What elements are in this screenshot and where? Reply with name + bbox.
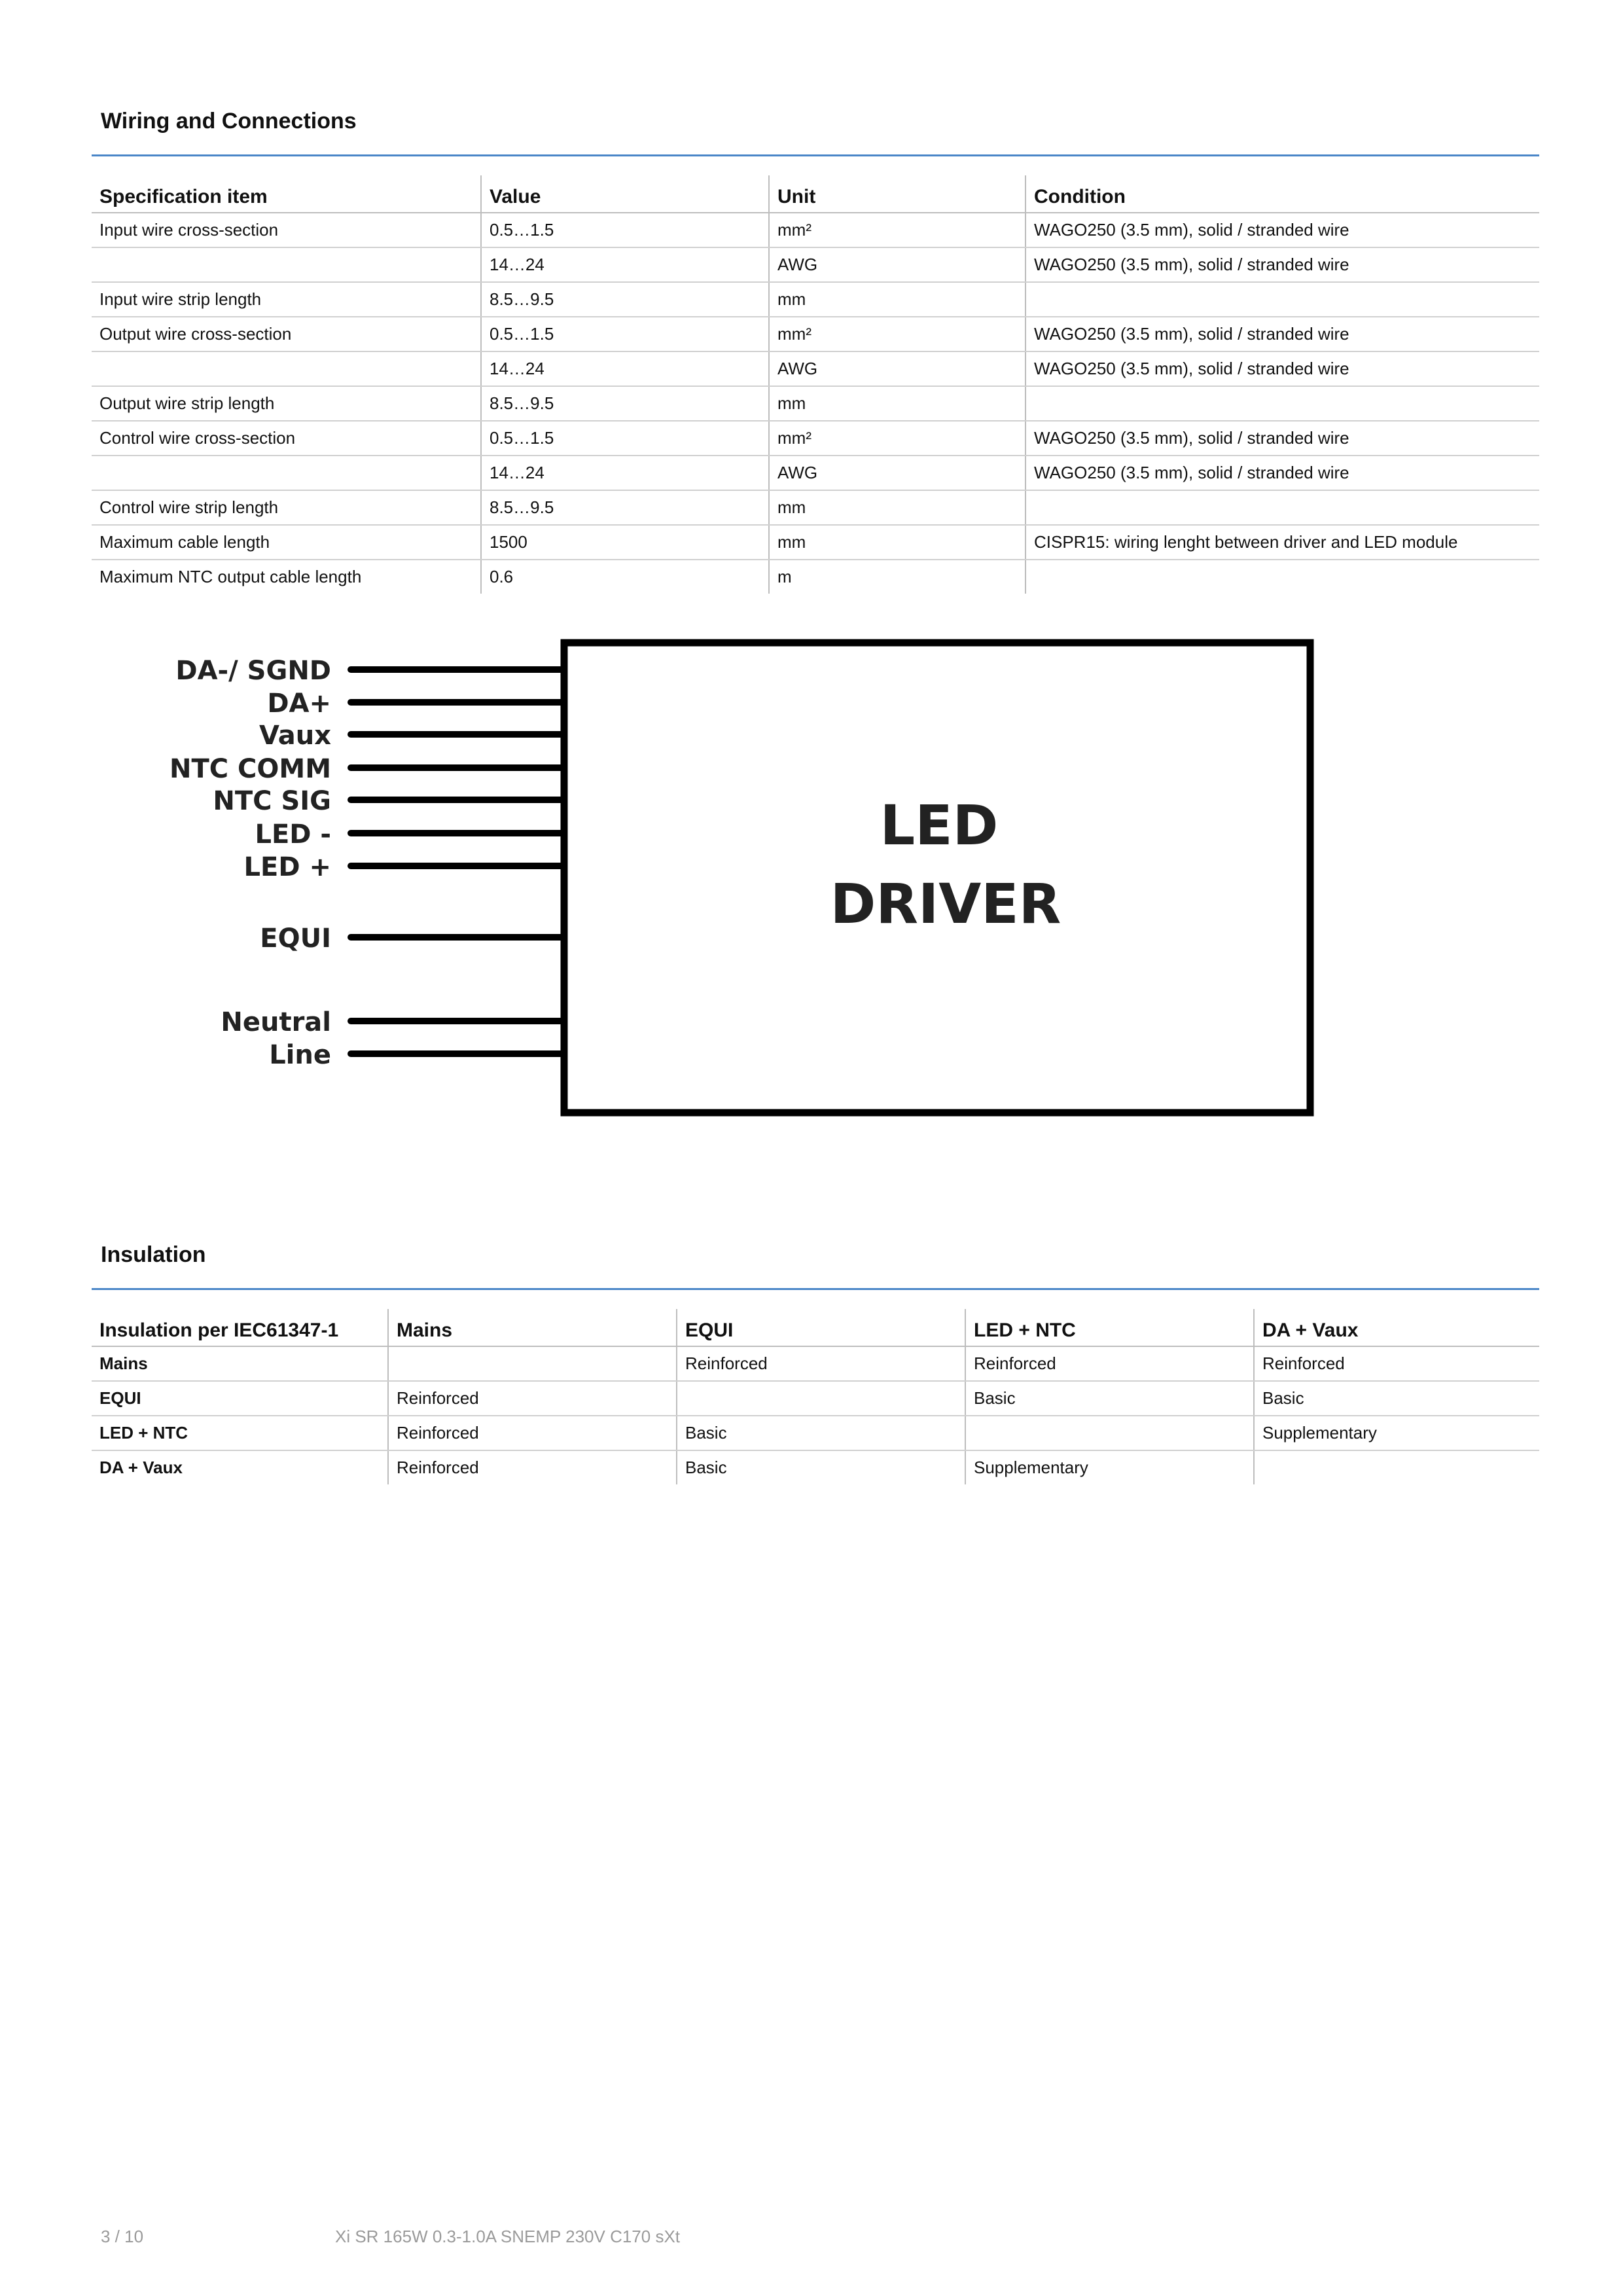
table-cell: CISPR15: wiring lenght between driver and LED module [1026, 525, 1539, 560]
wiring-header-cell: Unit [769, 175, 1026, 213]
table-cell: 8.5…9.5 [481, 490, 769, 525]
table-cell: AWG [769, 247, 1026, 282]
table-cell [388, 1346, 677, 1381]
driver-label-driver: DRIVER [830, 872, 1061, 936]
terminal-label: Line [269, 1040, 331, 1070]
wiring-header-cell: Condition [1026, 175, 1539, 213]
insulation-header-cell: LED + NTC [965, 1309, 1254, 1346]
table-cell: Supplementary [965, 1450, 1254, 1484]
row-label-cell: EQUI [92, 1381, 388, 1416]
row-label-cell: Control wire cross-section [92, 421, 481, 456]
insulation-title-rule [92, 1288, 1539, 1290]
table-cell: 0.5…1.5 [481, 213, 769, 247]
insulation-section-title: Insulation [101, 1242, 206, 1267]
row-label-cell: Control wire strip length [92, 490, 481, 525]
table-cell: mm [769, 386, 1026, 421]
table-cell: mm² [769, 421, 1026, 456]
table-cell: AWG [769, 456, 1026, 490]
row-label-cell: Input wire cross-section [92, 213, 481, 247]
wiring-header-cell: Value [481, 175, 769, 213]
table-cell: 8.5…9.5 [481, 386, 769, 421]
terminal-label: DA+ [267, 689, 331, 719]
table-cell [677, 1381, 965, 1416]
row-label-cell: Output wire strip length [92, 386, 481, 421]
table-cell: 0.5…1.5 [481, 317, 769, 351]
terminal-label: LED - [255, 819, 331, 850]
driver-label-led: LED [880, 793, 999, 857]
table-cell: 1500 [481, 525, 769, 560]
footer-product-name: Xi SR 165W 0.3-1.0A SNEMP 230V C170 sXt [335, 2227, 681, 2246]
wiring-header-cell: Specification item [92, 175, 481, 213]
table-cell: Reinforced [1254, 1346, 1539, 1381]
terminal-label: Neutral [221, 1007, 331, 1037]
row-label-cell: Input wire strip length [92, 282, 481, 317]
table-cell: mm [769, 490, 1026, 525]
table-cell: mm² [769, 317, 1026, 351]
table-cell: Basic [1254, 1381, 1539, 1416]
table-cell: 0.6 [481, 560, 769, 594]
table-cell: AWG [769, 351, 1026, 386]
table-cell: WAGO250 (3.5 mm), solid / stranded wire [1026, 421, 1539, 456]
table-row [92, 1346, 1539, 1381]
row-label-cell: Maximum NTC output cable length [99, 567, 362, 586]
table-cell: WAGO250 (3.5 mm), solid / stranded wire [1026, 317, 1539, 351]
table-cell: Basic [677, 1450, 965, 1484]
insulation-header-cell: DA + Vaux [1254, 1309, 1539, 1346]
insulation-header-cell: Insulation per IEC61347-1 [92, 1309, 388, 1346]
table-cell [965, 1416, 1254, 1450]
table-cell: 14…24 [481, 247, 769, 282]
row-label-cell: Maximum cable length [92, 525, 481, 560]
insulation-header-cell: EQUI [677, 1309, 965, 1346]
table-cell [1254, 1450, 1539, 1484]
footer-page-number: 3 / 10 [101, 2227, 144, 2246]
insulation-table [92, 1309, 1539, 1484]
table-cell: WAGO250 (3.5 mm), solid / stranded wire [1026, 213, 1539, 247]
table-cell: Supplementary [1254, 1416, 1539, 1450]
table-cell: WAGO250 (3.5 mm), solid / stranded wire [1026, 456, 1539, 490]
row-label-cell: Mains [92, 1346, 388, 1381]
table-cell: 0.5…1.5 [481, 421, 769, 456]
table-cell: Reinforced [388, 1381, 677, 1416]
table-cell: m [769, 560, 1026, 594]
table-cell: 8.5…9.5 [481, 282, 769, 317]
table-cell: 14…24 [481, 351, 769, 386]
table-cell: WAGO250 (3.5 mm), solid / stranded wire [1026, 351, 1539, 386]
table-cell: Reinforced [677, 1346, 965, 1381]
terminal-label: NTC SIG [213, 786, 331, 816]
row-label-cell: Output wire cross-section [92, 317, 481, 351]
table-cell: Basic [677, 1416, 965, 1450]
table-cell: Reinforced [965, 1346, 1254, 1381]
terminal-label: Vaux [259, 721, 331, 751]
table-cell: Reinforced [388, 1416, 677, 1450]
row-label-cell: LED + NTC [92, 1416, 388, 1450]
table-cell: mm² [769, 213, 1026, 247]
table-cell: Basic [965, 1381, 1254, 1416]
wiring-section-title: Wiring and Connections [101, 109, 357, 134]
terminal-label: EQUI [260, 924, 331, 954]
table-cell: WAGO250 (3.5 mm), solid / stranded wire [1026, 247, 1539, 282]
row-label-cell: DA + Vaux [99, 1458, 183, 1477]
table-row [92, 1450, 1539, 1484]
terminal-label: NTC COMM [169, 754, 331, 784]
terminal-label: LED + [243, 852, 331, 882]
table-cell: mm [769, 525, 1026, 560]
table-cell: mm [769, 282, 1026, 317]
terminal-label: DA-/ SGND [175, 656, 331, 686]
table-cell: Reinforced [388, 1450, 677, 1484]
insulation-header-cell: Mains [388, 1309, 677, 1346]
table-row [92, 1416, 1539, 1450]
table-cell: 14…24 [481, 456, 769, 490]
table-row [92, 1381, 1539, 1416]
